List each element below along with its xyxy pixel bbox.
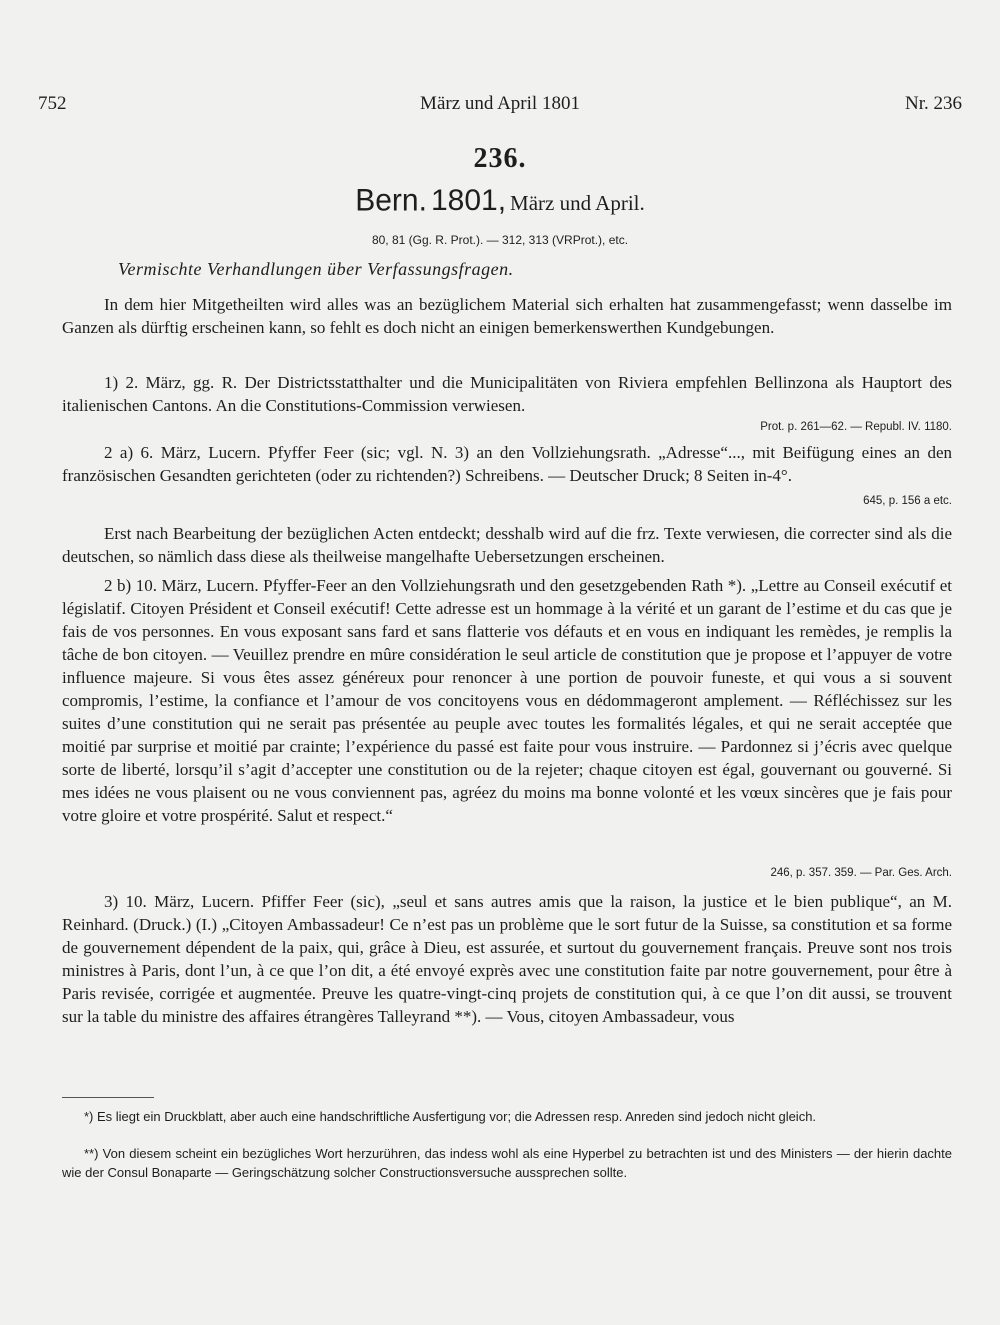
entry-2a-paragraph: 2 a) 6. März, Lucern. Pfyffer Feer (sic; vgl. N. 3) an den Vollziehungsrath. „Adresse“..., mit Beifügung eines an den französischen Gesandten gerichteten (oder zu richtenden?) Schreibens. — Deutscher Druck; 8 Seiten in-4°. xyxy=(62,443,952,485)
entry-2a-note: Erst nach Bearbeitung der bezüglichen Acten entdeckt; desshalb wird auf die frz. Texte verwiesen, die correcter sind als die deutschen, so nämlich dass diese als theilweise mangelhafte Uebersetzungen erscheinen. xyxy=(62,524,952,566)
document-subject: Vermischte Verhandlungen über Verfassungsfragen. xyxy=(118,259,514,279)
page-number: 752 xyxy=(38,93,67,114)
entry-1-reference: Prot. p. 261—62. — Republ. IV. 1180. xyxy=(760,421,952,433)
footnote-2: **) Von diesem scheint ein bezügliches Wort herzurühren, das indess wohl als eine Hyperbel zu betrachten ist und des Ministers — der hierin dachte wie der Consul Bonaparte — Geringschätzung solcher Constructionsversuche aussprechen sollte. xyxy=(62,1146,952,1180)
entry-2b-paragraph: 2 b) 10. März, Lucern. Pfyffer-Feer an den Vollziehungsrath und den gesetzgebenden Rath *). „Lettre au Conseil exécutif et législatif. Citoyen Président et Conseil exécutif! Cette adresse est un hommage à la vérité et un garant de l’estime et du cas que je fais de vos personnes. En vous exposant sans fard et sans flatterie vos défauts et en vous en indiquant les remèdes, je remplis la tâche de bon citoyen. — Veuillez prendre en mûre considération le seul article de constitution que je propose et l’appuyer de votre influence majeure. Si vous êtes assez généreux pour renoncer à une portion de pouvoir funeste, et qui vous a si souvent compromis, l’estime, la confiance et l’amour de vos concitoyens vous en dédommageront amplement. — Réfléchissez sur les suites d’une constitution qui ne serait pas présentée au peuple avec toutes les formalités légales, et qui ne serait acceptée que moitié par surprise et moitié par crainte; l’expérience du passé est faite pour vous instruire. — Pardonnez si j’écris avec quelque sorte de liberté, lorsqu’il s’agit d’accepter une constitution ou de la rejeter; chaque citoyen est égal, gouvernant ou gouverné. Si mes idées ne vous plaisent ou ne vous conviennent pas, agréez du moins ma bonne volonté et les vœux sincères que je fais pour votre gloire et votre prospérité. Salut et respect.“ xyxy=(62,576,952,825)
document-title xyxy=(0,183,1000,218)
footnote-divider xyxy=(62,1097,154,1098)
document-reference: Nr. 236 xyxy=(905,93,962,114)
footnote-1: *) Es liegt ein Druckblatt, aber auch eine handschriftliche Ausfertigung vor; die Adressen resp. Anreden sind jedoch nicht gleich. xyxy=(84,1109,817,1124)
source-reference: 80, 81 (Gg. R. Prot.). — 312, 313 (VRProt.), etc. xyxy=(371,233,629,247)
document-year: 1801, xyxy=(430,184,507,217)
running-title: März und April 1801 xyxy=(420,93,580,114)
entry-1-paragraph: 1) 2. März, gg. R. Der Districtsstatthalter und die Municipalitäten von Riviera empfehlen Bellinzona als Hauptort des italienischen Cantons. An die Constitutions-Commission verwiesen. xyxy=(62,373,952,415)
entry-2a-reference: 645, p. 156 a etc. xyxy=(863,495,952,507)
document-place: Bern. xyxy=(355,183,427,218)
document-number: 236. xyxy=(473,143,527,174)
intro-paragraph: In dem hier Mitgetheilten wird alles was an bezüglichem Material sich erhalten hat zusammengefasst; wenn dasselbe im Ganzen als dürftig erscheinen kann, so fehlt es doch nicht an einigen bemerkenswerthen Kundgebungen. xyxy=(62,295,952,337)
entry-3-paragraph: 3) 10. März, Lucern. Pfiffer Feer (sic), „seul et sans autres amis que la raison, la justice et le bien publique“, an M. Reinhard. (Druck.) (I.) „Citoyen Ambassadeur! Ce n’est pas un problème que le sort futur de la Suisse, sa constitution et sa forme de gouvernement dépendent de la paix, qui, grâce à Dieu, est assurée, et surtout du gouvernement français. Preuve sont nos trois ministres à Paris, dont l’un, à ce que l’on dit, a été envoyé exprès avec une constitution faite par notre gouvernement, pour être à Paris revisée, corrigée et augmentée. Preuve les quatre-vingt-cinq projets de constitution qui, à ce que l’on dit aussi, se trouvent sur la table du ministre des affaires étrangères Talleyrand **). — Vous, citoyen Ambassadeur, vous xyxy=(62,892,952,1026)
entry-2b-reference: 246, p. 357. 359. — Par. Ges. Arch. xyxy=(770,867,952,879)
document-date: März und April. xyxy=(510,191,645,215)
running-header xyxy=(38,93,962,119)
